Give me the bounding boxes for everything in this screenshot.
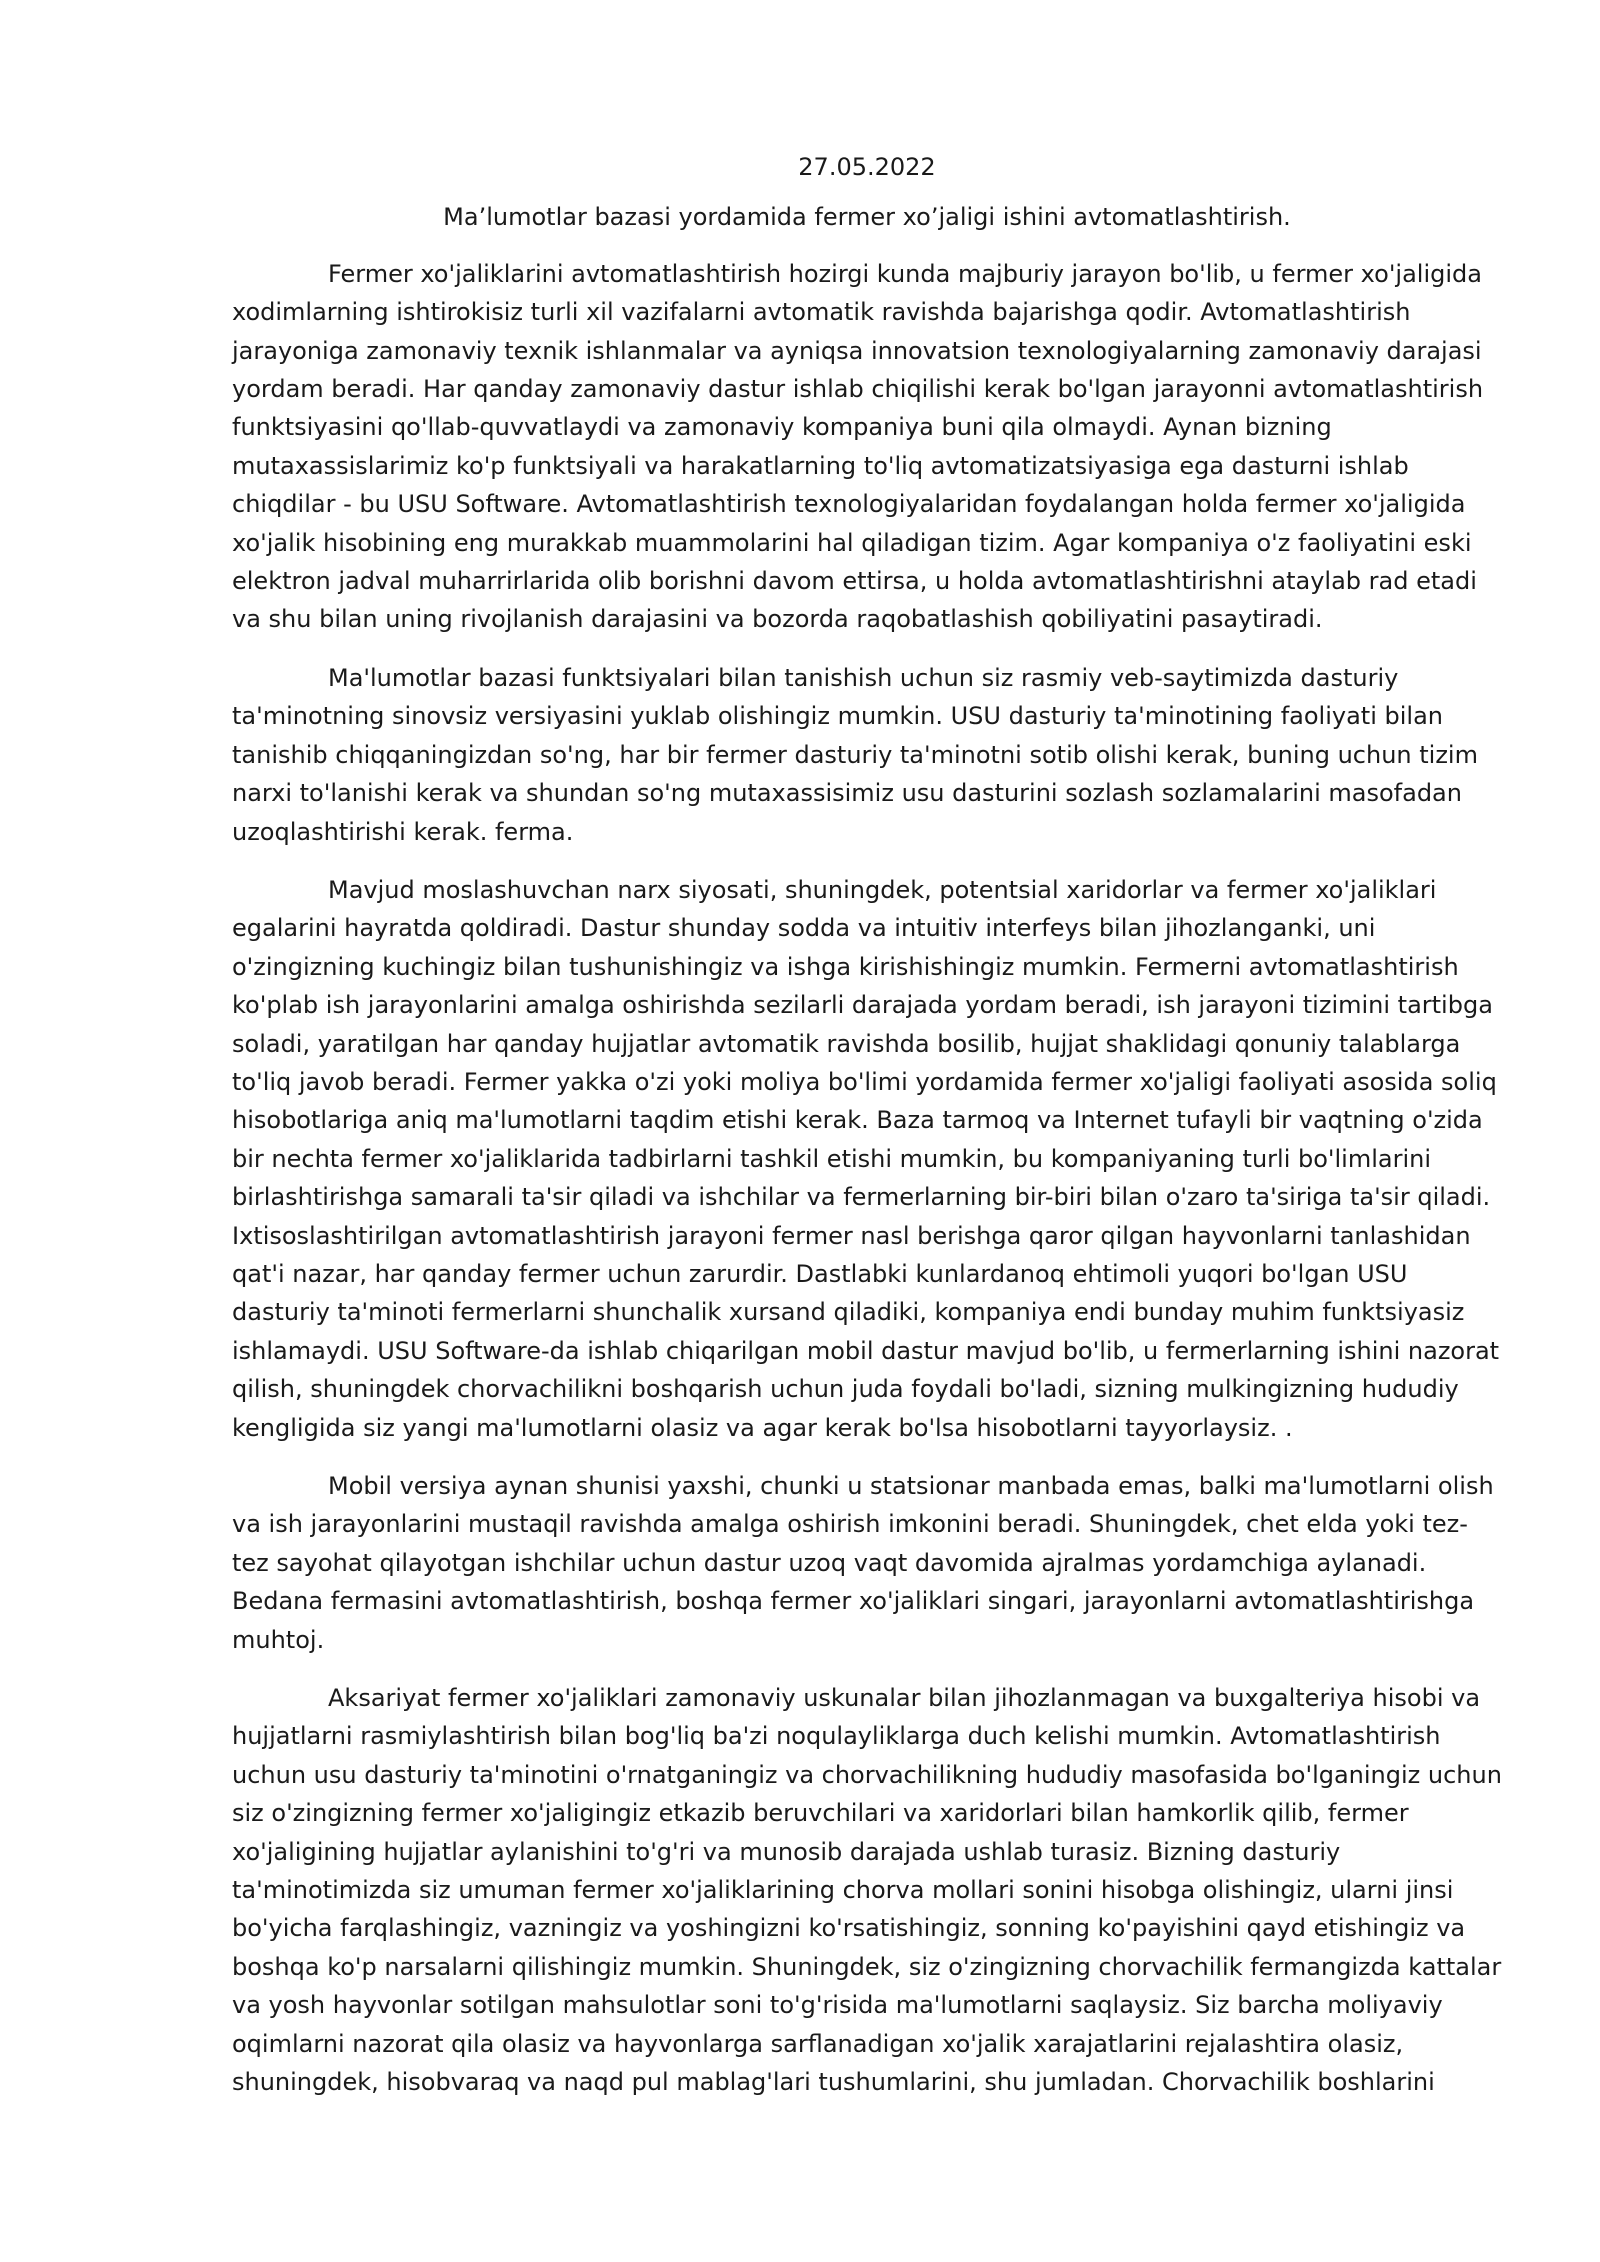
paragraph-3: Mavjud moslashuvchan narx siyosati, shuningdek, potentsial xaridorlar va fermer xo'jaliklari egalarini hayratda qoldiradi. Dastur shunday sodda va intuitiv interfeys bilan jihozlanganki, uni o'zingizning kuchingiz bilan tushunishingiz va ishga kirishishingiz mumkin. Fermerni avtomatlashtirish ko'plab ish jarayonlarini amalga oshirishda sezilarli darajada yordam beradi, ish jarayoni tizimini tartibga soladi, yaratilgan har qanday hujjatlar avtomatik ravishda bosilib, hujjat shaklidagi qonuniy talablarga to'liq javob beradi. Fermer yakka o'zi yoki moliya bo'limi yordamida fermer xo'jaligi faoliyati asosida soliq hisobotlariga aniq ma'lumotlarni taqdim etishi kerak. Baza tarmoq va Internet tufayli bir vaqtning o'zida bir nechta fermer xo'jaliklarida tadbirlarni tashkil etishi mumkin, bu kompaniyaning turli bo'limlarini birlashtirishga samarali ta'sir qiladi va ishchilar va fermerlarning bir-biri bilan o'zaro ta'siriga ta'sir qiladi. Ixtisoslashtirilgan avtomatlashtirish jarayoni fermer nasl berishga qaror qilgan hayvonlarni tanlashidan qat'i nazar, har qanday fermer uchun zarurdir. Dastlabki kunlardanoq ehtimoli yuqori bo'lgan USU dasturiy ta'minoti fermerlarni shunchalik xursand qiladiki, kompaniya endi bunday muhim funktsiyasiz ishlamaydi. USU Software-da ishlab chiqarilgan mobil dastur mavjud bo'lib, u fermerlarning ishini nazorat qilish, shuningdek chorvachilikni boshqarish uchun juda foydali bo'ladi, sizning mulkingizning hududiy kengligida siz yangi ma'lumotlarni olasiz va agar kerak bo'lsa hisobotlarni tayyorlaysiz. . [232,875,1500,1442]
paragraph-4: Mobil versiya aynan shunisi yaxshi, chunki u statsionar manbada emas, balki ma'lumotlarni olish va ish jarayonlarini mustaqil ravishda amalga oshirish imkonini beradi. Shuningdek, chet elda yoki tez-tez sayohat qilayotgan ishchilar uchun dastur uzoq vaqt davomida ajralmas yordamchiga aylanadi. Bedana fermasini avtomatlashtirish, boshqa fermer xo'jaliklari singari, jarayonlarni avtomatlashtirishga muhtoj. [232,1472,1494,1654]
paragraph-1: Fermer xo'jaliklarini avtomatlashtirish hozirgi kunda majburiy jarayon bo'lib, u fermer xo'jaligida xodimlarning ishtirokisiz turli xil vazifalarni avtomatik ravishda bajarishga qodir. Avtomatlashtirish jarayoniga zamonaviy texnik ishlanmalar va ayniqsa innovatsion texnologiyalarning zamonaviy darajasi yordam beradi. Har qanday zamonaviy dastur ishlab chiqilishi kerak bo'lgan jarayonni avtomatlashtirish funktsiyasini qo'llab-quvvatlaydi va zamonaviy kompaniya buni qila olmaydi. Aynan bizning mutaxassislarimiz ko'p funktsiyali va harakatlarning to'liq avtomatizatsiyasiga ega dasturni ishlab chiqdilar - bu USU Software. Avtomatlashtirish texnologiyalaridan foydalangan holda fermer xo'jaligida xo'jalik hisobining eng murakkab muammolarini hal qiladigan tizim. Agar kompaniya o'z faoliyatini eski elektron jadval muharrirlarida olib borishni davom ettirsa, u holda avtomatlashtirishni ataylab rad etadi va shu bilan uning rivojlanish darajasini va bozorda raqobatlashish qobiliyatini pasaytiradi. [232,259,1484,634]
document-date: 27.05.2022 [798,153,936,181]
paragraph-5: Aksariyat fermer xo'jaliklari zamonaviy uskunalar bilan jihozlanmagan va buxgalteriya hisobi va hujjatlarni rasmiylashtirish bilan bog'liq ba'zi noqulayliklarga duch kelishi mumkin. Avtomatlashtirish uchun usu dasturiy ta'minotini o'rnatganingiz va chorvachilikning hududiy masofasida bo'lganingiz uchun siz o'zingizning fermer xo'jaligingiz etkazib beruvchilari va xaridorlari bilan hamkorlik qilib, fermer xo'jaligining hujjatlar aylanishini to'g'ri va munosib darajada ushlab turasiz. Bizning dasturiy ta'minotimizda siz umuman fermer xo'jaliklarining chorva mollari sonini hisobga olishingiz, ularni jinsi bo'yicha farqlashingiz, vazningiz va yoshingizni ko'rsatishingiz, sonning ko'payishini qayd etishingiz va boshqa ko'p narsalarni qilishingiz mumkin. Shuningdek, siz o'zingizning chorvachilik fermangizda kattalar va yosh hayvonlar sotilgan mahsulotlar soni to'g'risida ma'lumotlarni saqlaysiz. Siz barcha moliyaviy oqimlarni nazorat qila olasiz va hayvonlarga sarflanadigan xo'jalik xarajatlarini rejalashtira olasiz, shuningdek, hisobvaraq va naqd pul mablag'lari tushumlarini, shu jumladan. Chorvachilik boshlarini [232,1684,1502,2097]
document-body [232,148,1502,2122]
document-title: Ma’lumotlar bazasi yordamida fermer xo’jaligi ishini avtomatlashtirish. [443,203,1291,232]
paragraph-2: Ma'lumotlar bazasi funktsiyalari bilan tanishish uchun siz rasmiy veb-saytimizda dasturiy ta'minotning sinovsiz versiyasini yuklab olishingiz mumkin. USU dasturiy ta'minotining faoliyati bilan tanishib chiqqaningizdan so'ng, har bir fermer dasturiy ta'minotni sotib olishi kerak, buning uchun tizim narxi to'lanishi kerak va shundan so'ng mutaxassisimiz usu dasturini sozlash sozlamalarini masofadan uzoqlashtirishi kerak. ferma. [232,663,1478,846]
